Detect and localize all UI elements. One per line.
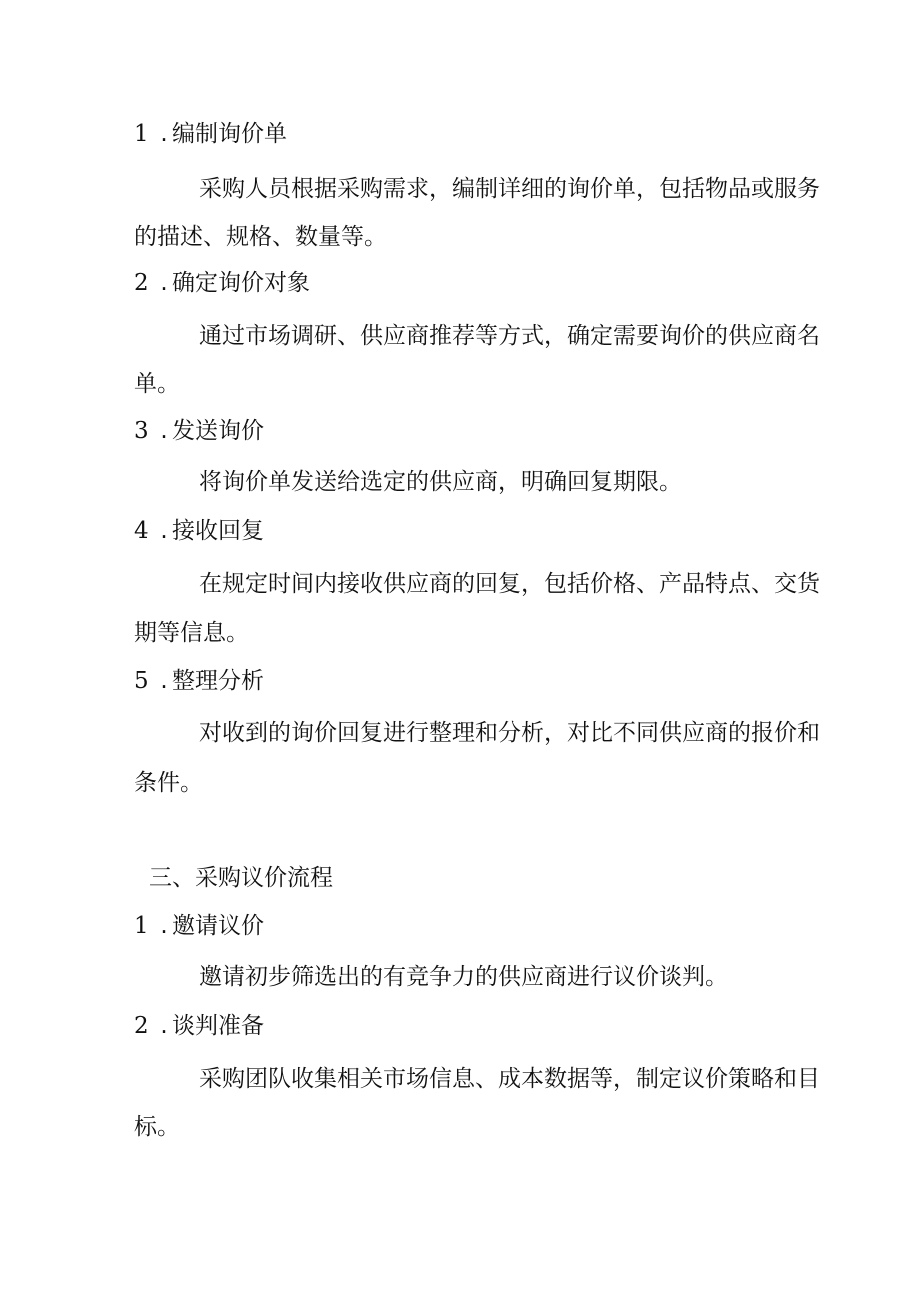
item-heading: 1 . 邀请议价 bbox=[134, 913, 264, 939]
item-number: 1 bbox=[134, 121, 149, 147]
item-title: 邀请议价 bbox=[172, 913, 264, 939]
item-title: 确定询价对象 bbox=[172, 270, 310, 296]
paragraph-line: 采购团队收集相关市场信息、成本数据等，制定议价策略和目 bbox=[199, 1066, 820, 1092]
item-heading: 4 . 接收回复 bbox=[134, 518, 264, 544]
item-heading: 1 . 编制询价单 bbox=[134, 121, 287, 147]
item-number: 2 bbox=[134, 270, 149, 296]
section-heading: 三、采购议价流程 bbox=[149, 865, 333, 891]
paragraph-line: 的描述、规格、数量等。 bbox=[134, 224, 387, 250]
item-title: 编制询价单 bbox=[172, 121, 287, 147]
paragraph-line: 期等信息。 bbox=[134, 620, 249, 646]
item-title: 接收回复 bbox=[172, 518, 264, 544]
item-number: 2 bbox=[134, 1013, 149, 1039]
item-title: 整理分析 bbox=[172, 668, 264, 694]
item-title: 发送询价 bbox=[172, 418, 264, 444]
paragraph-line: 将询价单发送给选定的供应商，明确回复期限。 bbox=[199, 469, 682, 495]
item-number: 1 bbox=[134, 913, 149, 939]
paragraph-line: 条件。 bbox=[134, 770, 203, 796]
paragraph-line: 标。 bbox=[134, 1114, 180, 1140]
item-title: 谈判准备 bbox=[172, 1013, 264, 1039]
item-heading: 2 . 谈判准备 bbox=[134, 1013, 264, 1039]
item-heading: 5 . 整理分析 bbox=[134, 668, 264, 694]
paragraph-line: 单。 bbox=[134, 371, 180, 397]
paragraph-line: 通过市场调研、供应商推荐等方式，确定需要询价的供应商名 bbox=[199, 323, 820, 349]
paragraph-line: 在规定时间内接收供应商的回复，包括价格、产品特点、交货 bbox=[199, 571, 820, 597]
item-heading: 2 . 确定询价对象 bbox=[134, 270, 310, 296]
paragraph-line: 采购人员根据采购需求，编制详细的询价单，包括物品或服务 bbox=[199, 176, 820, 202]
item-number: 3 bbox=[134, 418, 149, 444]
paragraph-line: 对收到的询价回复进行整理和分析，对比不同供应商的报价和 bbox=[199, 720, 820, 746]
paragraph-line: 邀请初步筛选出的有竞争力的供应商进行议价谈判。 bbox=[199, 964, 728, 990]
item-heading: 3 . 发送询价 bbox=[134, 418, 264, 444]
item-number: 5 bbox=[134, 668, 149, 694]
item-number: 4 bbox=[134, 518, 149, 544]
